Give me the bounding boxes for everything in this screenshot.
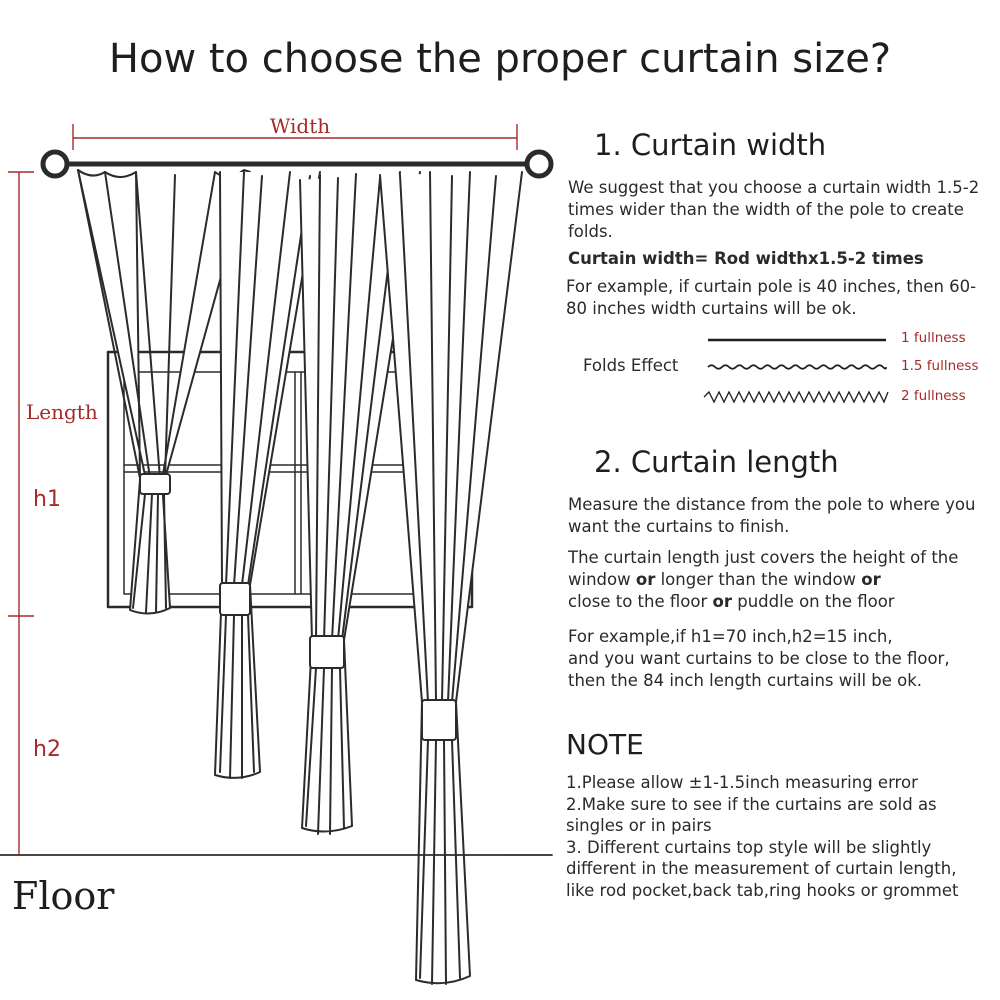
- note-item: different in the measurement of curtain length,: [566, 859, 957, 878]
- floor-label: Floor: [12, 874, 115, 918]
- note-item: 2.Make sure to see if the curtains are sold as: [566, 794, 937, 814]
- width-example-text: For example, if curtain pole is 40 inches, then 60-80 inches width curtains will be ok.: [566, 277, 977, 318]
- fold-line-2: [704, 392, 888, 402]
- folds-effect-lines: [704, 340, 888, 402]
- width-label: Width: [269, 114, 331, 138]
- width-formula: Curtain width= Rod widthx1.5-2 times: [568, 249, 924, 268]
- note-list: [566, 772, 998, 901]
- curtain-length-heading: 2. Curtain length: [594, 445, 839, 479]
- fold-label-1: 1 fullness: [901, 330, 966, 346]
- note-item: singles or in pairs: [566, 816, 712, 835]
- h2-label: h2: [33, 737, 61, 762]
- length-measure-text: Measure the distance from the pole to where you want the curtains to finish.: [568, 495, 976, 536]
- note-heading: NOTE: [566, 728, 644, 761]
- fold-label-1-5: 1.5 fullness: [901, 358, 979, 374]
- length-dimension: [8, 172, 34, 855]
- length-example-text: For example,if h1=70 inch,h2=15 inch, and you want curtains to be close to the floor, then the 84 inch length curtains will be ok.: [568, 627, 950, 690]
- note-item: like rod pocket,back tab,ring hooks or grommet: [566, 880, 959, 900]
- page-title: How to choose the proper curtain size?: [108, 36, 892, 82]
- note-item: 1.Please allow ±1-1.5inch measuring error: [566, 773, 918, 792]
- fold-label-2: 2 fullness: [901, 388, 966, 404]
- length-label: Length: [26, 400, 98, 424]
- fold-line-1-5: [708, 365, 886, 369]
- curtain-panel-4: [380, 172, 522, 984]
- length-covers-text: The curtain length just covers the height of the window or longer than the window or close to the floor or puddle on the floor: [568, 548, 959, 611]
- note-item: 3. Different curtains top style will be slightly: [566, 837, 932, 857]
- folds-effect-label: Folds Effect: [583, 356, 679, 375]
- curtain-width-heading: 1. Curtain width: [594, 128, 827, 162]
- width-suggestion-text: We suggest that you choose a curtain width 1.5-2 times wider than the width of the pole to create folds.: [568, 178, 980, 241]
- h1-label: h1: [33, 487, 61, 512]
